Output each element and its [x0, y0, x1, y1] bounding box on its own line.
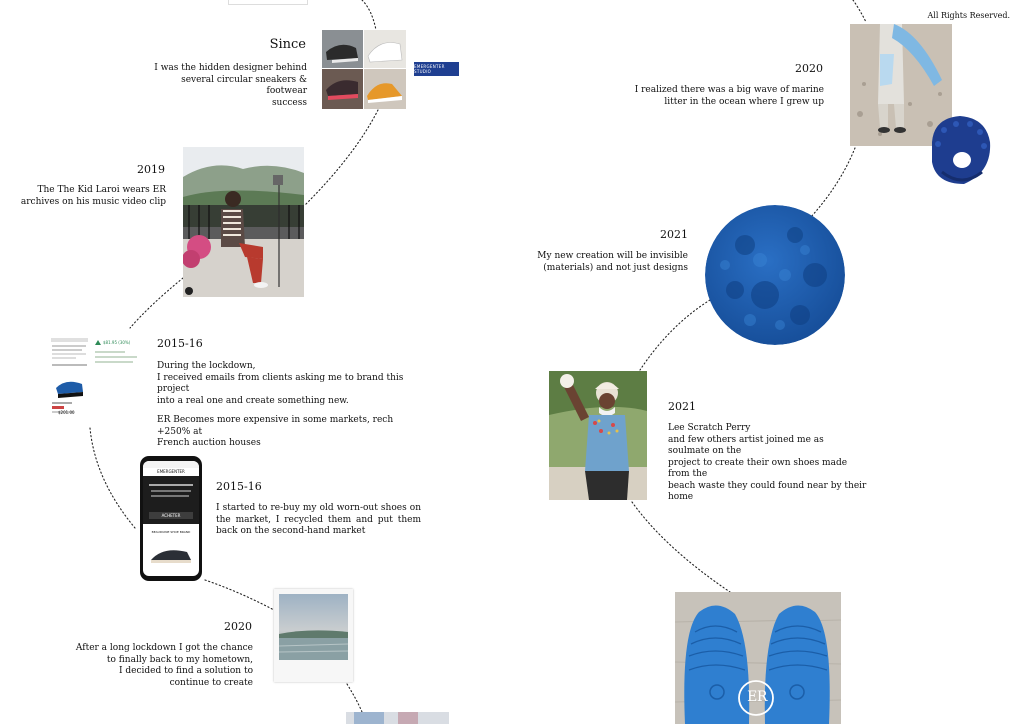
year-2021-b: 2021: [668, 400, 696, 413]
curve-2021b-bottom: [632, 502, 730, 592]
since-text: I was the hidden designer behind several circular sneakers & footwear success: [154, 63, 307, 108]
polaroid-photo: [274, 589, 353, 682]
curve-2021a-2021b: [640, 300, 710, 370]
curve-2015a-2015b: [90, 428, 135, 528]
since-heading: Since: [269, 37, 306, 52]
curve-top: [362, 0, 376, 30]
curve-2020a-bottom: [347, 684, 362, 712]
phone-mockup: [140, 456, 202, 581]
phone-caption: BEAUDUINE SHOE BRAND: [151, 530, 191, 534]
text-2015-b: I started to re-buy my old worn-out shoes on the market, I recycled them and put them back on the second-hand market: [216, 503, 421, 536]
blue-pigment-circle: [705, 205, 845, 345]
year-2019: 2019: [137, 163, 165, 176]
year-2015-a: 2015-16: [157, 337, 203, 350]
music-video-photo: [183, 147, 304, 297]
curve-2019-2015a: [130, 278, 183, 328]
text-2020-b: I realized there was a big wave of marine litter in the ocean where I grew up: [634, 85, 824, 107]
year-2020-a: 2020: [224, 620, 252, 633]
phone-buy-button[interactable]: ACHETER: [149, 512, 193, 519]
phone-brand: EMERGENTER: [157, 469, 185, 474]
rights-text: All Rights Reserved.: [927, 11, 1010, 20]
curve-2015b-2020a: [205, 580, 274, 610]
sneakers-collage-image: [322, 30, 406, 109]
recycled-shoe-product: [924, 112, 994, 192]
year-2020-b: 2020: [795, 62, 823, 75]
next-item-image: [346, 712, 449, 724]
text-2020-a: After a long lockdown I got the chance to finally back to my hometown, I decided to find a solution to continue to create: [75, 643, 253, 688]
text-2021-b: Lee Scratch Perry and few others artist joined me as soulmate on the project to create their own shoes made from the beach waste they could found near by their home: [668, 423, 867, 502]
lee-scratch-perry-photo: [549, 371, 647, 500]
text-2019: The The Kid Laroi wears ER archives on his music video clip: [20, 185, 166, 207]
previous-item-edge: [228, 0, 308, 5]
listing-price-info: $81.95 (30%): [95, 340, 145, 368]
auction-listing-screenshot: [50, 336, 89, 416]
curve-since-2019: [305, 110, 378, 205]
up-arrow-icon: [95, 340, 101, 345]
year-2015-b: 2015-16: [216, 480, 262, 493]
listing-total: $201.00: [58, 410, 75, 415]
year-2021-a: 2021: [660, 228, 688, 241]
curve-right-top: [853, 0, 866, 22]
text-2021-a: My new creation will be invisible (materials) and not just designs: [537, 251, 688, 273]
text-2015-a: During the lockdown, I received emails from clients asking me to brand this project into a real one and create something new. ER Becomes more expensive in some markets, rech +250% at French auction houses: [157, 361, 404, 448]
er-logo: ER: [747, 689, 767, 705]
studio-link-button[interactable]: EMERGENTER STUDIO: [414, 62, 459, 76]
